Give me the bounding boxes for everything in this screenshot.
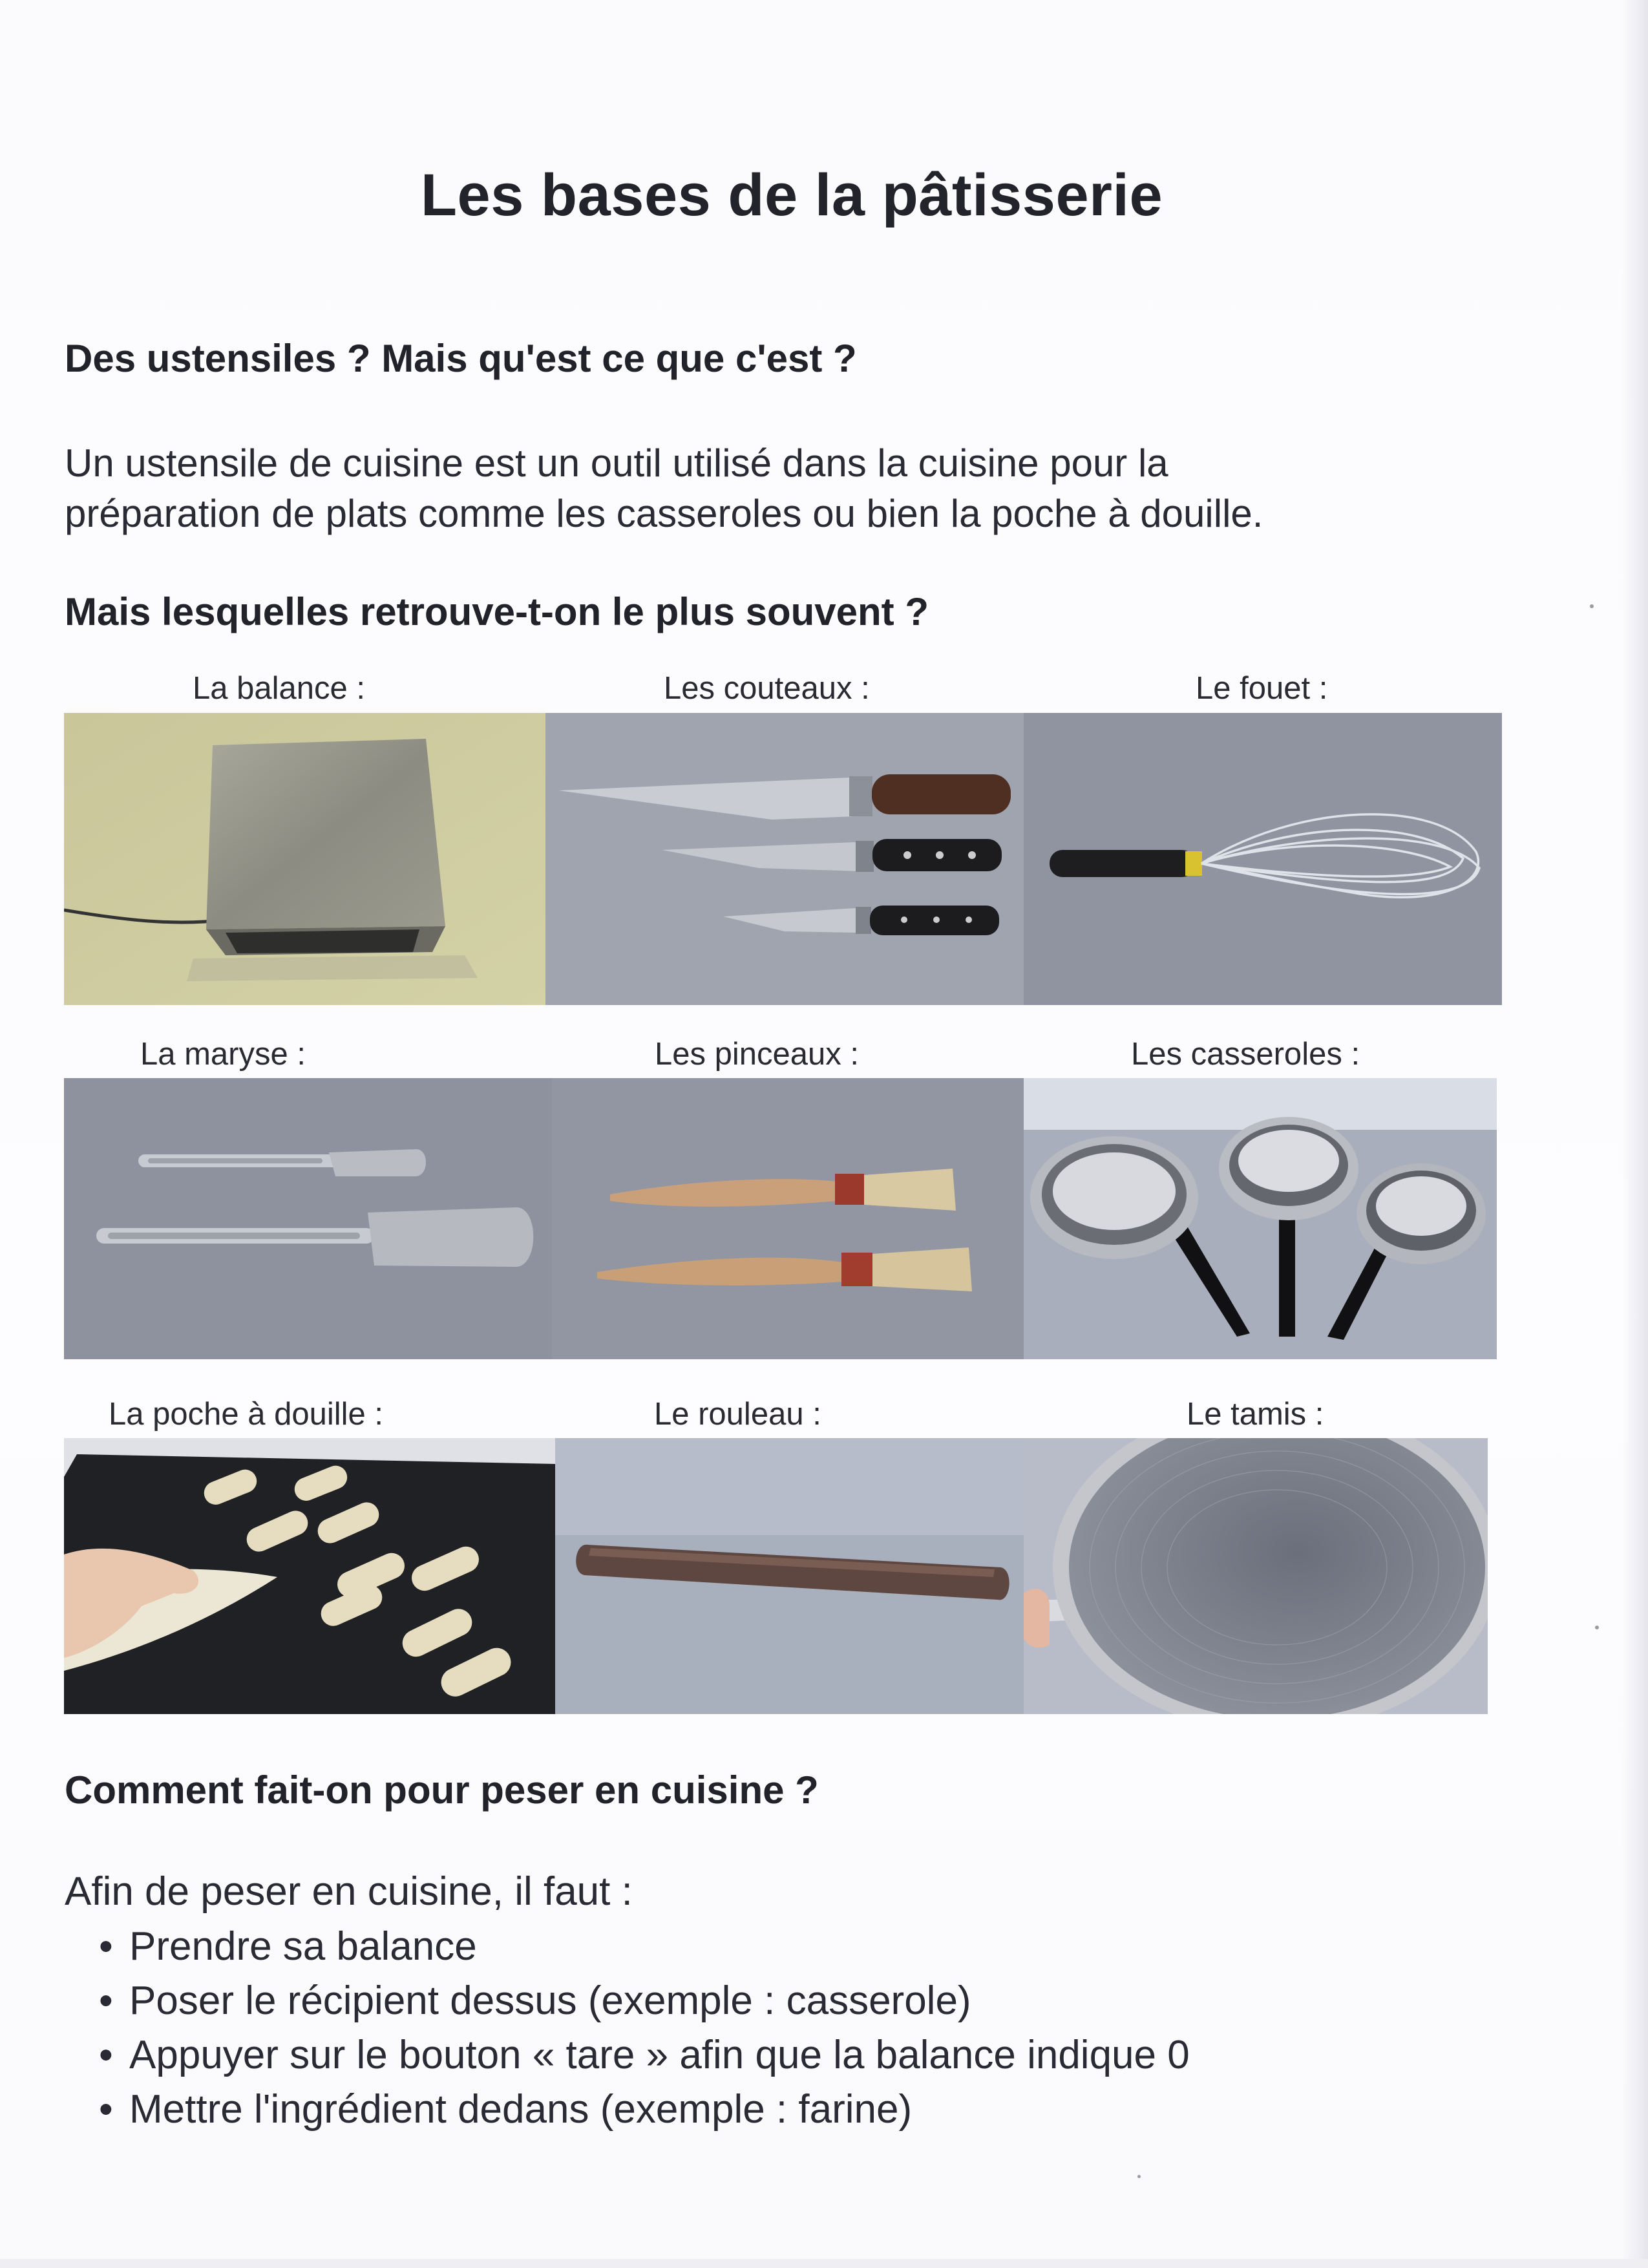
heading-how-to-weigh: Comment fait-on pour peser en cuisine ? — [65, 1768, 819, 1812]
scan-speck — [1137, 2175, 1141, 2178]
caption-knives: Les couteaux : — [664, 671, 870, 706]
piping-bag-photo — [64, 1438, 555, 1714]
step-text: Mettre l'ingrédient dedans (exemple : farine) — [129, 2087, 913, 2132]
heading-common-utensils: Mais lesquelles retrouve-t-on le plus souvent ? — [65, 590, 929, 633]
scale-photo — [64, 713, 545, 1005]
page-title: Les bases de la pâtisserie — [420, 162, 1163, 228]
caption-piping-bag: La poche à douille : — [109, 1397, 383, 1432]
list-item — [94, 1974, 1190, 2028]
bullet-icon: • — [99, 2033, 113, 2077]
whisk-photo — [1024, 713, 1502, 1005]
list-item — [94, 2083, 1190, 2137]
step-text: Poser le récipient dessus (exemple : casserole) — [129, 1978, 971, 2023]
scan-speck — [1595, 1626, 1599, 1629]
brushes-photo — [552, 1078, 1024, 1359]
scan-edge-shadow — [1622, 0, 1648, 2268]
caption-brushes: Les pinceaux : — [655, 1037, 859, 1072]
weighing-steps-list — [94, 1920, 1190, 2137]
heading-what-are-utensils: Des ustensiles ? Mais qu'est ce que c'est ? — [65, 337, 857, 380]
sieve-photo — [1024, 1438, 1488, 1714]
list-item — [94, 1920, 1190, 1974]
caption-whisk: Le fouet : — [1196, 671, 1328, 706]
bullet-icon: • — [99, 1978, 113, 2023]
saucepans-photo — [1024, 1078, 1497, 1359]
definition-line-2: préparation de plats comme les casseroles ou bien la poche à douille. — [65, 492, 1263, 535]
scan-speck — [1590, 604, 1594, 608]
bullet-icon: • — [99, 2087, 113, 2132]
bullet-icon: • — [99, 1924, 113, 1969]
caption-spatula: La maryse : — [140, 1037, 306, 1072]
rolling-pin-photo — [555, 1438, 1024, 1714]
caption-scale: La balance : — [193, 671, 365, 706]
step-text: Prendre sa balance — [129, 1924, 477, 1969]
step-text: Appuyer sur le bouton « tare » afin que la balance indique 0 — [129, 2033, 1190, 2077]
caption-rolling-pin: Le rouleau : — [654, 1397, 821, 1432]
knives-photo — [545, 713, 1024, 1005]
scan-bottom-edge — [0, 2259, 1648, 2268]
list-item — [94, 2028, 1190, 2083]
weighing-intro: Afin de peser en cuisine, il faut : — [65, 1869, 633, 1914]
caption-sieve: Le tamis : — [1187, 1397, 1324, 1432]
spatula-photo — [64, 1078, 552, 1359]
definition-line-1: Un ustensile de cuisine est un outil utilisé dans la cuisine pour la — [65, 441, 1168, 485]
caption-saucepans: Les casseroles : — [1131, 1037, 1360, 1072]
